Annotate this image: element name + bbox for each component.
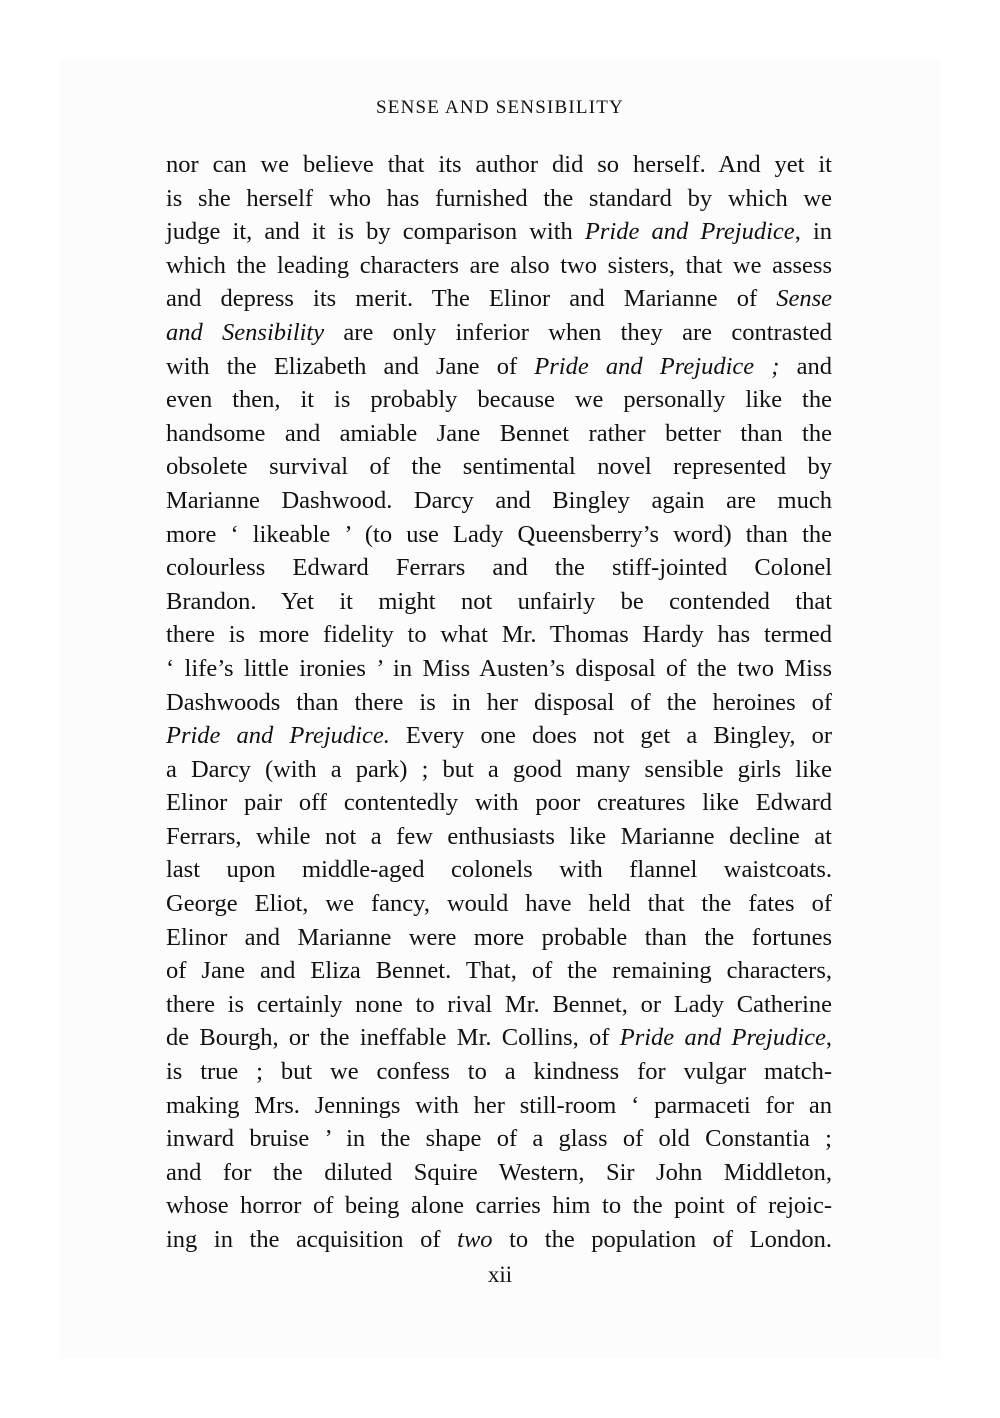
text-run: are only inferior when they are contrasted: [324, 318, 832, 346]
text-line: [166, 1089, 832, 1123]
italic-title: Pride and Prejudice ;: [534, 352, 780, 380]
text-line: [166, 551, 832, 585]
text-run: inward bruise ’ in the shape of a glass of old Constantia ;: [166, 1125, 832, 1153]
text-line: [166, 182, 832, 216]
italic-title: Pride and Prejudice: [584, 218, 795, 246]
text-line: [166, 786, 832, 820]
text-run: and for the diluted Squire Western, Sir John Middleton,: [166, 1158, 832, 1186]
text-run: obsolete survival of the sentimental novel represented by: [166, 453, 832, 481]
body-text: [166, 148, 832, 1257]
text-line: [166, 1223, 832, 1257]
text-run: a Darcy (with a park) ; but a good many sensible girls like: [166, 755, 832, 783]
italic-title: Pride and Prejudice.: [166, 722, 390, 750]
text-line: [166, 820, 832, 854]
text-line: [166, 518, 832, 552]
text-line: [166, 686, 832, 720]
italic-title: two: [457, 1226, 493, 1253]
text-line: [166, 652, 832, 686]
text-run: more ‘ likeable ’ (to use Lady Queensberry’s word) than the: [166, 520, 832, 548]
text-line: [166, 887, 832, 921]
text-run: nor can we believe that its author did so herself. And yet it: [166, 151, 832, 178]
italic-title: Sense: [776, 285, 832, 313]
running-header: SENSE AND SENSIBILITY: [376, 97, 624, 118]
text-run: there is certainly none to rival Mr. Bennet, or Lady Catherine: [166, 990, 832, 1018]
text-run: even then, it is probably because we personally like the: [166, 386, 832, 414]
text-run: and: [779, 352, 832, 380]
text-run: Dashwoods than there is in her disposal of the heroines of: [166, 688, 832, 716]
text-run: judge it, and it is by comparison with: [166, 218, 585, 246]
text-run: Every one does not get a Bingley, or: [389, 722, 832, 750]
page-number: xii: [487, 1262, 513, 1287]
text-run: which the leading characters are also two sisters, that we assess: [166, 251, 832, 279]
text-line: [166, 753, 832, 787]
text-run: Marianne Dashwood. Darcy and Bingley again are much: [166, 486, 832, 514]
text-line: [166, 316, 832, 350]
text-line: [166, 585, 832, 619]
text-run: , in: [794, 218, 832, 246]
text-run: handsome and amiable Jane Bennet rather better than the: [166, 419, 832, 447]
text-run: Elinor and Marianne were more probable than the fortunes: [166, 923, 832, 951]
italic-title: and Sensibility: [166, 318, 325, 346]
text-run: whose horror of being alone carries him to the point of rejoic-: [166, 1192, 832, 1220]
text-run: colourless Edward Ferrars and the stiff-jointed Colonel: [166, 554, 832, 582]
text-line: [166, 954, 832, 988]
text-line: [166, 618, 832, 652]
text-line: [166, 1055, 832, 1089]
text-line: [166, 1021, 832, 1055]
text-run: ing in the acquisition of: [166, 1226, 458, 1253]
text-run: ,: [825, 1024, 832, 1052]
text-run: with the Elizabeth and Jane of: [166, 352, 535, 380]
text-run: and depress its merit. The Elinor and Marianne of: [166, 285, 777, 313]
text-line: [166, 719, 832, 753]
text-run: Elinor pair off contentedly with poor creatures like Edward: [166, 789, 832, 817]
text-line: [166, 484, 832, 518]
text-line: [166, 450, 832, 484]
text-run: is true ; but we confess to a kindness for vulgar match-: [166, 1058, 832, 1086]
text-run: Brandon. Yet it might not unfairly be contended that: [166, 587, 832, 615]
text-line: [166, 988, 832, 1022]
text-line: [166, 1189, 832, 1223]
text-run: ‘ life’s little ironies ’ in Miss Austen’s disposal of the two Miss: [166, 654, 832, 682]
text-line: [166, 249, 832, 283]
text-line: [166, 853, 832, 887]
text-run: Ferrars, while not a few enthusiasts like Marianne decline at: [166, 822, 832, 850]
text-line: [166, 417, 832, 451]
text-run: de Bourgh, or the ineffable Mr. Collins, of: [166, 1024, 620, 1052]
text-line: [166, 1122, 832, 1156]
italic-title: Pride and Prejudice: [619, 1024, 826, 1052]
text-run: making Mrs. Jennings with her still-room ‘ parmaceti for an: [166, 1091, 832, 1119]
text-run: George Eliot, we fancy, would have held that the fates of: [166, 890, 832, 918]
text-run: last upon middle-aged colonels with flannel waistcoats.: [166, 856, 832, 884]
text-line: [166, 921, 832, 955]
text-line: [166, 383, 832, 417]
text-line: [166, 148, 832, 182]
text-line: [166, 350, 832, 384]
text-line: [166, 215, 832, 249]
text-run: of Jane and Eliza Bennet. That, of the remaining characters,: [166, 957, 832, 985]
text-run: there is more fidelity to what Mr. Thomas Hardy has termed: [166, 621, 832, 649]
text-line: [166, 1156, 832, 1190]
text-run: is she herself who has furnished the standard by which we: [166, 184, 832, 212]
text-run: to the population of London.: [492, 1226, 832, 1253]
text-line: [166, 282, 832, 316]
